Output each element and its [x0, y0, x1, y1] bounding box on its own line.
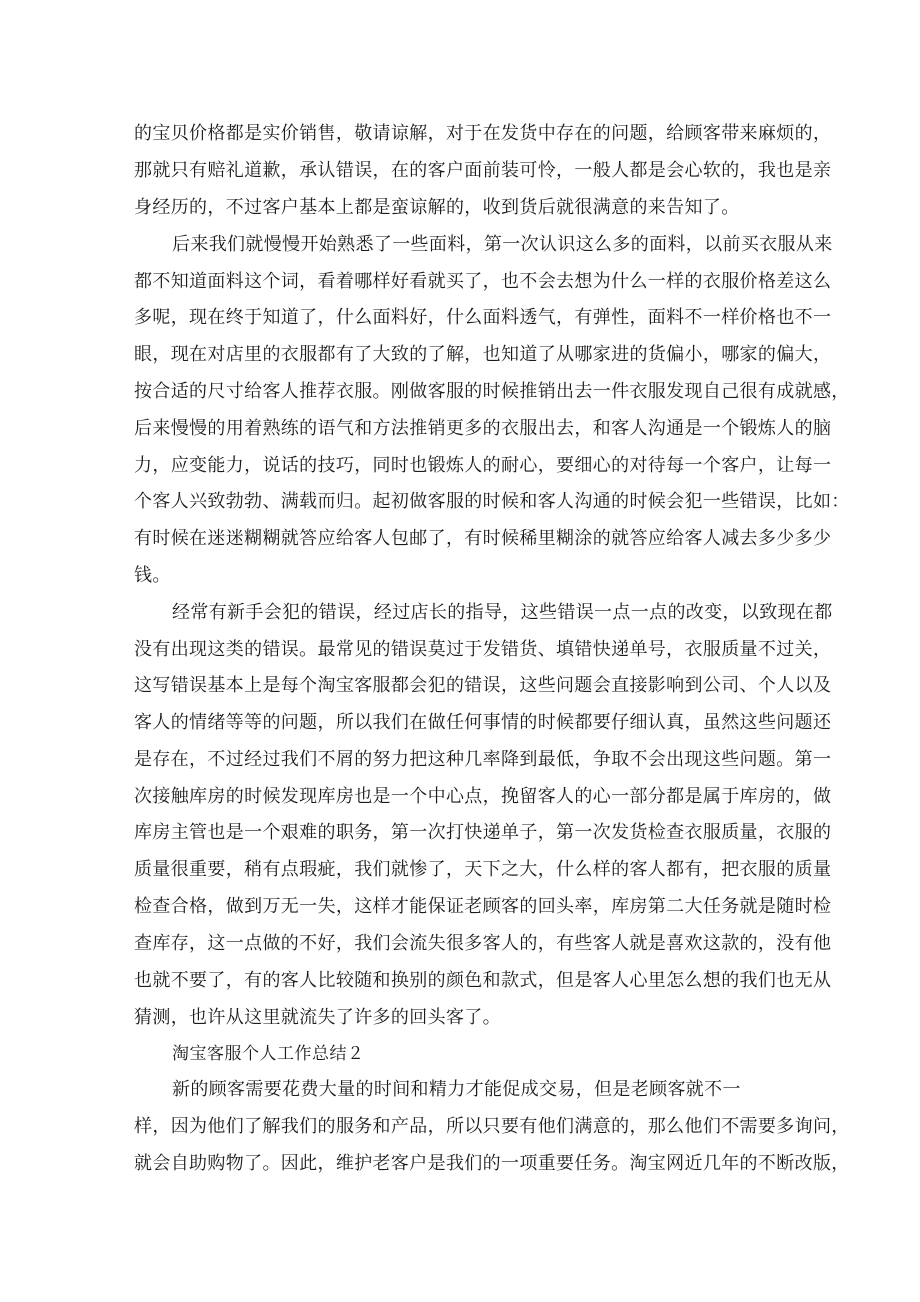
text-line: 是存在，不过经过我们不屑的努力把这种几率降到最低，争取不会出现这些问题。第一	[134, 749, 832, 770]
text-line: 没有出现这类的错误。最常见的错误莫过于发错货、填错快递单号，衣服质量不过关，	[134, 639, 832, 660]
text-line: 查库存，这一点做的不好，我们会流失很多客人的，有些客人就是喜欢这款的，没有他	[134, 933, 832, 954]
text-line: 这写错误基本上是每个淘宝客服都会犯的错误，这些问题会直接影响到公司、个人以及	[134, 675, 832, 696]
text-line: 的宝贝价格都是实价销售，敬请谅解，对于在发货中存在的问题，给顾客带来麻烦的，	[134, 123, 832, 144]
text-line: 次接触库房的时候发现库房也是一个中心点，挽留客人的心一部分都是属于库房的，做	[134, 786, 832, 807]
text-line: 检查合格，做到万无一失，这样才能保证老顾客的回头率，库房第二大任务就是随时检	[134, 896, 832, 917]
text-line: 后来慢慢的用着熟练的语气和方法推销更多的衣服出去，和客人沟通是一个锻炼人的脑	[134, 418, 832, 439]
text-line: 样，因为他们了解我们的服务和产品，所以只要有他们满意的，那么他们不需要多询问，	[134, 1116, 850, 1137]
text-line: 新的顾客需要花费大量的时间和精力才能促成交易，但是老顾客就不一	[172, 1079, 741, 1100]
text-line: 有时候在迷迷糊糊就答应给客人包邮了，有时候稀里糊涂的就答应给客人减去多少多少	[134, 528, 832, 549]
text-line: 那就只有赔礼道歉，承认错误，在的客户面前装可怜，一般人都是会心软的，我也是亲	[134, 160, 832, 181]
section-heading: 淘宝客服个人工作总结２	[172, 1044, 365, 1064]
text-line: 库房主管也是一个艰难的职务，第一次打快递单子，第一次发货检查衣服质量，衣服的	[134, 822, 832, 843]
text-line: 经常有新手会犯的错误，经过店长的指导，这些错误一点一点的改变，以致现在都	[172, 602, 833, 623]
text-line: 个客人兴致勃勃、满载而归。起初做客服的时候和客人沟通的时候会犯一些错误，比如：	[134, 491, 850, 512]
text-line: 钱。	[134, 565, 171, 586]
text-line: 都不知道面料这个词，看着哪样好看就买了，也不会去想为什么一样的衣服价格差这么	[134, 271, 832, 292]
text-line: 客人的情绪等等的问题，所以我们在做任何事情的时候都要仔细认真，虽然这些问题还	[134, 712, 832, 733]
text-line: 就会自助购物了。因此，维护老客户是我们的一项重要任务。淘宝网近几年的不断改版，	[134, 1153, 850, 1174]
text-line: 多呢，现在终于知道了，什么面料好，什么面料透气，有弹性，面料不一样价格也不一	[134, 307, 832, 328]
text-line: 质量很重要，稍有点瑕疵，我们就惨了，天下之大，什么样的客人都有，把衣服的质量	[134, 859, 832, 880]
text-line: 身经历的，不过客户基本上都是蛮谅解的，收到货后就很满意的来告知了。	[134, 197, 740, 218]
text-line: 也就不要了，有的客人比较随和换别的颜色和款式，但是客人心里怎么想的我们也无从	[134, 970, 832, 991]
text-line: 眼，现在对店里的衣服都有了大致的了解，也知道了从哪家进的货偏小，哪家的偏大，	[134, 344, 832, 365]
text-line: 按合适的尺寸给客人推荐衣服。刚做客服的时候推销出去一件衣服发现自己很有成就感，	[134, 381, 850, 402]
text-line: 力，应变能力，说话的技巧，同时也锻炼人的耐心，要细心的对待每一个客户，让每一	[134, 455, 832, 476]
text-line: 后来我们就慢慢开始熟悉了一些面料，第一次认识这么多的面料，以前买衣服从来	[172, 234, 833, 255]
text-line: 猜测，也许从这里就流失了许多的回头客了。	[134, 1007, 501, 1028]
